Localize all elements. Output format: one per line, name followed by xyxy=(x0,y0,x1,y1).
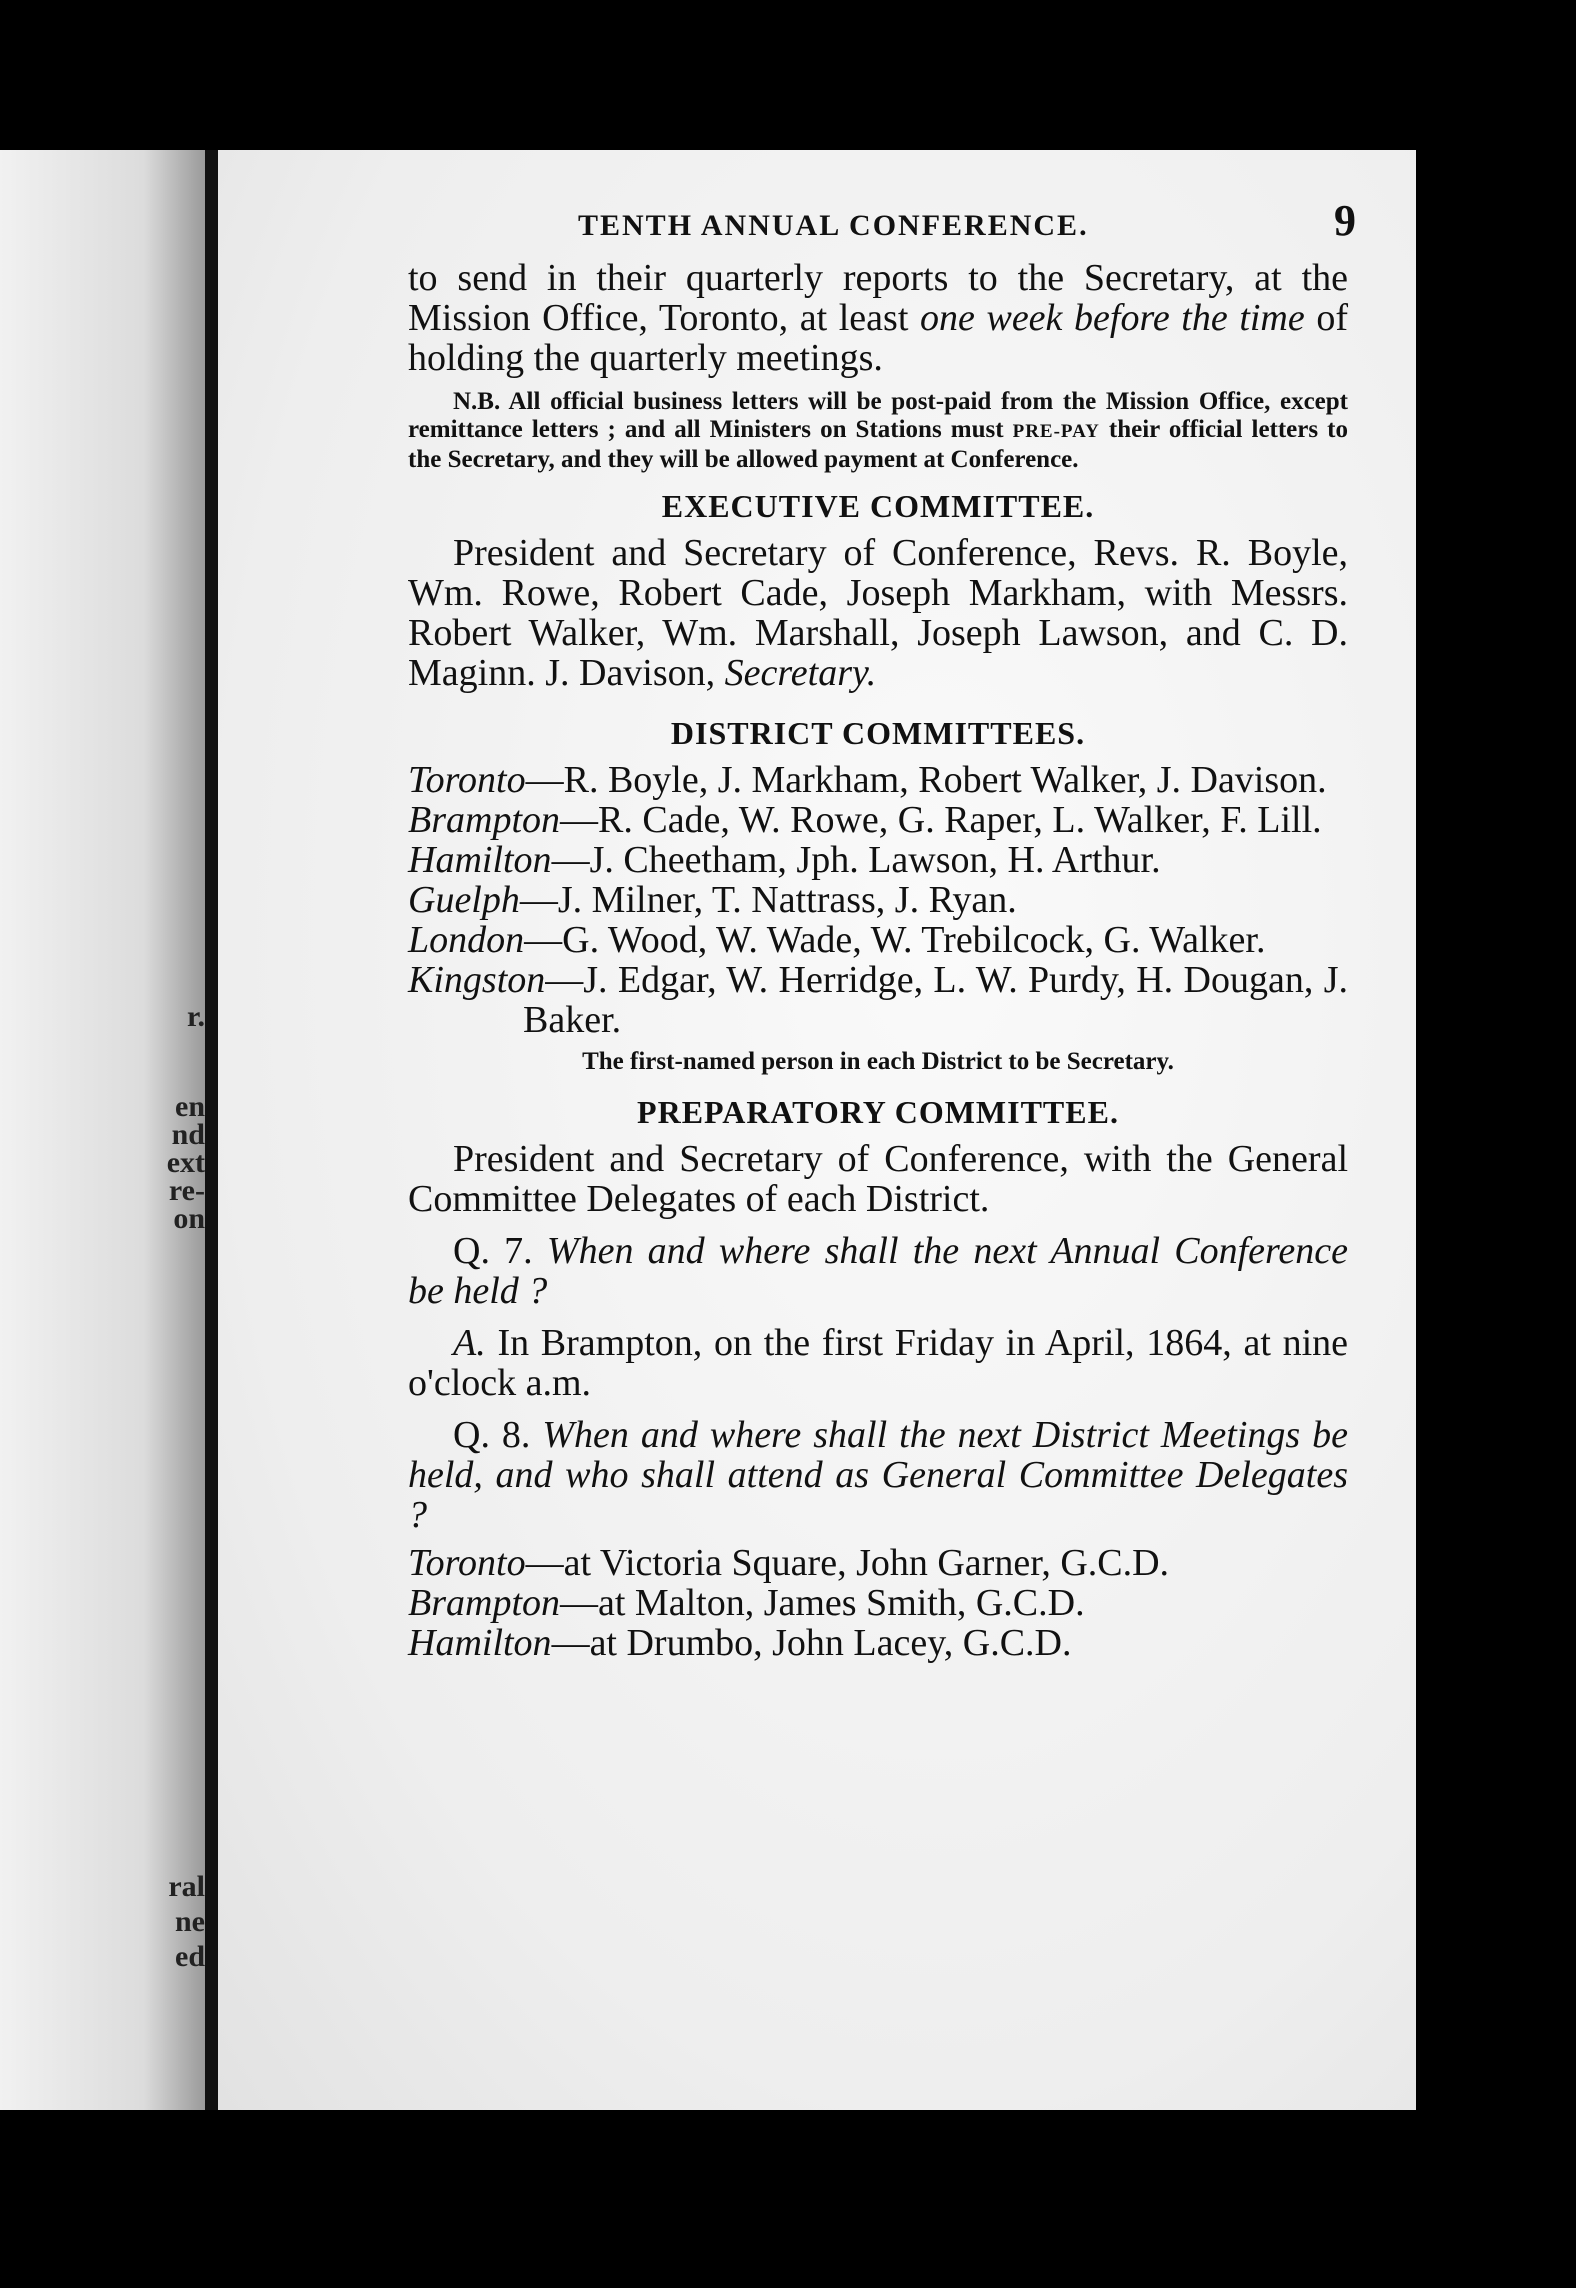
q8-text: —at Victoria Square, John Garner, G.C.D. xyxy=(525,1542,1170,1584)
q8-entry xyxy=(408,1583,1348,1623)
q8-place: Brampton xyxy=(408,1582,560,1624)
district-list xyxy=(408,760,1348,1040)
preparatory-paragraph: President and Secretary of Conference, with the General Committee Delegates of each District. xyxy=(408,1138,1348,1220)
left-fragment: nd xyxy=(171,1118,205,1151)
district-heading: DISTRICT COMMITTEES. xyxy=(670,715,1086,751)
q7-answer-text: In Brampton, on the first Friday in April, 1864, at nine o'clock a.m. xyxy=(408,1322,1349,1404)
page-content xyxy=(408,195,1358,1664)
district-place: Guelph xyxy=(408,879,520,921)
district-place: Toronto xyxy=(408,759,526,801)
district-place: Kingston xyxy=(408,959,546,1001)
q7-answer-label: A. xyxy=(453,1322,486,1364)
district-entry xyxy=(408,920,1348,960)
executive-text: President and Secretary of Conference, Revs. R. Boyle, Wm. Rowe, Robert Cade, Joseph Markham, with Messrs. Robert Walker, Wm. Marshall, Joseph Lawson, and C. D. Maginn. J. Davison, xyxy=(408,532,1348,694)
intro-text-end: of holding the quarterly meetings. xyxy=(408,297,1349,379)
q7-answer xyxy=(408,1323,1348,1403)
running-title: TENTH ANNUAL CONFERENCE. xyxy=(578,209,1089,242)
left-fragment: r. xyxy=(186,1000,205,1033)
district-members: —G. Wood, W. Wade, W. Trebilcock, G. Walker. xyxy=(524,919,1266,961)
left-fragment: on xyxy=(173,1202,205,1235)
q8-question xyxy=(408,1415,1348,1535)
q8-text: —at Malton, James Smith, G.C.D. xyxy=(560,1582,1085,1624)
nb-text: N.B. All official business letters will be post-paid from the Mission Office, except remittance letters ; and all Ministers on Stations must xyxy=(408,388,1348,443)
left-fragment: ral xyxy=(168,1870,205,1903)
executive-paragraph xyxy=(408,533,1348,693)
district-members: —J. Cheetham, Jph. Lawson, H. Arthur. xyxy=(551,839,1161,881)
executive-heading: EXECUTIVE COMMITTEE. xyxy=(661,488,1095,524)
q7-question xyxy=(408,1231,1348,1311)
district-entry xyxy=(408,880,1348,920)
district-entry xyxy=(408,800,1348,840)
q8-list xyxy=(408,1543,1348,1663)
q8-entry xyxy=(408,1623,1348,1663)
left-fragment: ext xyxy=(166,1146,205,1179)
intro-paragraph xyxy=(408,258,1348,378)
facing-page-edge xyxy=(0,150,205,2110)
q8-place: Toronto xyxy=(408,1542,526,1584)
district-entry xyxy=(408,840,1348,880)
district-members: —J. Milner, T. Nattrass, J. Ryan. xyxy=(519,879,1017,921)
district-place: Brampton xyxy=(408,799,560,841)
nb-text-end: their official letters to the Secretary, and they will be allowed payment at Conference. xyxy=(408,416,1348,473)
page-number: 9 xyxy=(1334,196,1358,245)
running-head xyxy=(578,195,1358,246)
district-members: —R. Boyle, J. Markham, Robert Walker, J. Davison. xyxy=(525,759,1327,801)
left-fragment: en xyxy=(175,1090,205,1123)
q8-entry xyxy=(408,1543,1348,1583)
district-members: —R. Cade, W. Rowe, G. Raper, L. Walker, F. Lill. xyxy=(560,799,1322,841)
district-members: —J. Edgar, W. Herridge, L. W. Purdy, H. Dougan, J. Baker. xyxy=(523,959,1348,1041)
district-place: Hamilton xyxy=(408,839,552,881)
executive-role: Secretary. xyxy=(724,652,877,694)
intro-emphasis: one week before the time xyxy=(920,297,1305,339)
district-entry xyxy=(408,760,1348,800)
document-page xyxy=(218,150,1416,2110)
q7-label: Q. 7. xyxy=(453,1230,533,1272)
q8-text: —at Drumbo, John Lacey, G.C.D. xyxy=(551,1622,1072,1664)
q8-question-text: When and where shall the next District Meetings be held, and who shall attend as General Committee Delegates ? xyxy=(408,1414,1348,1536)
prepay-smallcaps: PRE-PAY xyxy=(1012,421,1100,442)
left-fragment: ed xyxy=(175,1940,205,1973)
district-entry xyxy=(408,960,1348,1040)
left-fragment: re- xyxy=(168,1174,205,1207)
q8-label: Q. 8. xyxy=(453,1414,531,1456)
preparatory-heading: PREPARATORY COMMITTEE. xyxy=(637,1094,1119,1130)
q7-question-text: When and where shall the next Annual Conference be held ? xyxy=(408,1230,1348,1312)
district-place: London xyxy=(408,919,525,961)
intro-text: to send in their quarterly reports to the Secretary, at the Mission Office, Toronto, at least xyxy=(408,257,1348,339)
district-note: The first-named person in each District to be Secretary. xyxy=(582,1048,1174,1075)
q8-place: Hamilton xyxy=(408,1622,552,1664)
left-fragment: ne xyxy=(175,1905,205,1938)
nb-note xyxy=(408,388,1348,474)
